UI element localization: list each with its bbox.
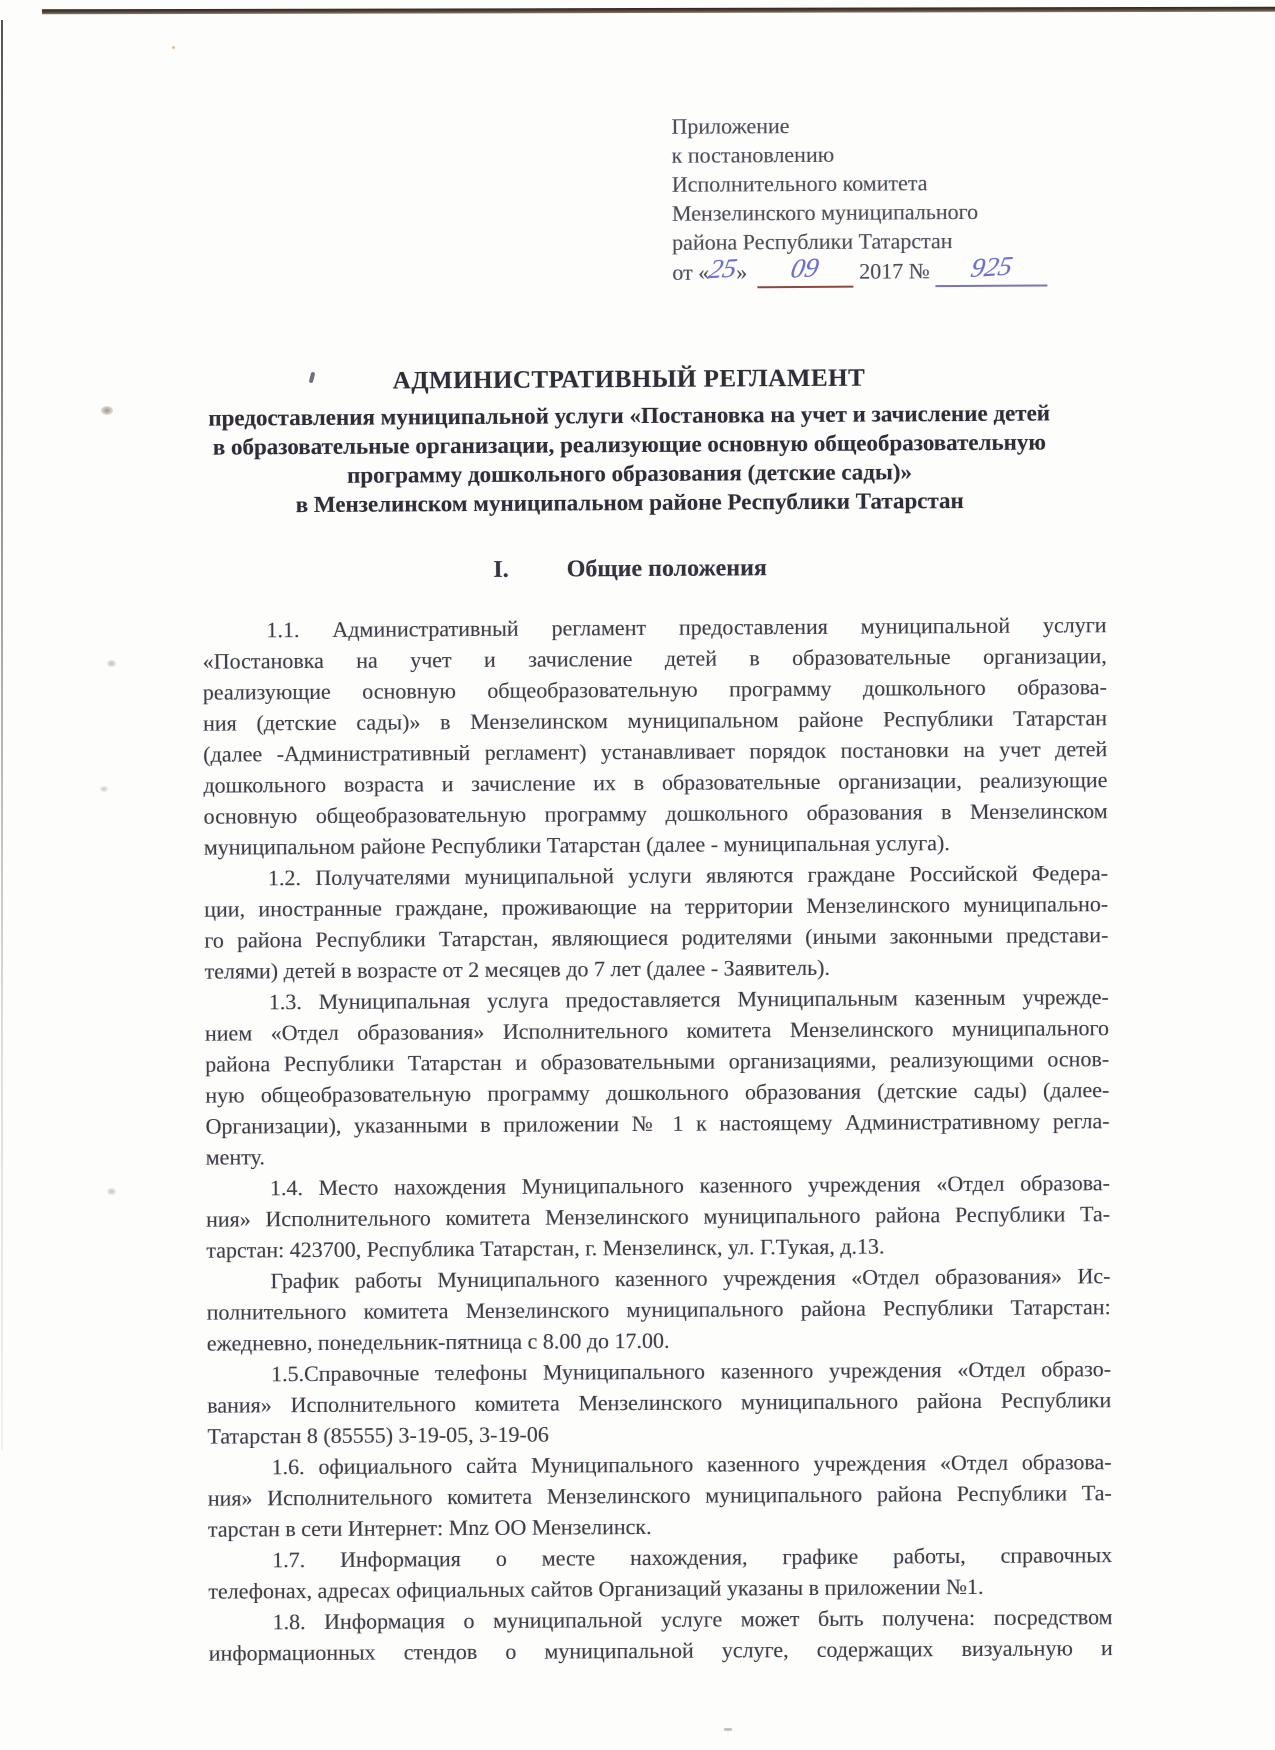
paragraph bbox=[202, 609, 1107, 863]
approval-stamp-block bbox=[671, 109, 1047, 288]
paragraph-line: дошкольного возраста и зачисление их в образовательные организации, реализующие bbox=[203, 767, 1108, 798]
section-label: Общие положения bbox=[566, 555, 767, 583]
paragraph-line: основную общеобразовательную программу дошкольного образования в Мензелинском bbox=[203, 798, 1108, 829]
section-heading bbox=[155, 553, 1105, 586]
paragraph bbox=[206, 1167, 1111, 1266]
paragraph-line: ную общеобразовательную программу дошкольного образования (детские сады) (далее- bbox=[205, 1077, 1110, 1108]
date-year-part: 2017 № bbox=[859, 258, 930, 284]
handwritten-day: 25 bbox=[706, 252, 740, 285]
paragraph-line: 1.8. Информация о муниципальной услуге может быть получена: посредством bbox=[272, 1604, 1113, 1635]
paragraph-line: Организации), указанными в приложении № 1 к настоящему Административному регла- bbox=[205, 1108, 1110, 1139]
paragraph-line: Татарстан 8 (85555) 3-19-05, 3-19-06 bbox=[207, 1421, 549, 1449]
paragraph-line: нием «Отдел образования» Исполнительного комитета Мензелинского муниципального bbox=[204, 1015, 1110, 1046]
paragraph-line: телефонах, адресах официальных сайтов Организаций указаны в приложении №1. bbox=[208, 1573, 984, 1604]
paragraph-line: ния (детские сады)» в Мензелинском муниципальном районе Республики Татарстан bbox=[202, 705, 1108, 736]
paragraph-line: График работы Муниципального казенного учреждения «Отдел образования» Ис- bbox=[270, 1263, 1111, 1294]
document-title-block bbox=[154, 363, 1105, 520]
paragraph-line: вания» Исполнительного комитета Мензелинского муниципального района Республики bbox=[207, 1387, 1112, 1418]
paragraph bbox=[206, 1260, 1111, 1359]
document-title: АДМИНИСТРАТИВНЫЙ РЕГЛАМЕНТ bbox=[392, 364, 866, 395]
paragraph bbox=[204, 857, 1109, 987]
document-subtitle-line: предоставления муниципальной услуги «Постановка на учет и зачисление детей bbox=[208, 400, 1051, 431]
paragraph-line: 1.5.Справочные телефоны Муниципального казенного учреждения «Отдел образо- bbox=[270, 1356, 1112, 1387]
paragraph-line: го района Республики Татарстан, являющиеся родителями (иными законными представи- bbox=[204, 922, 1109, 953]
approval-date-line bbox=[672, 250, 1048, 288]
handwritten-number: 925 bbox=[968, 250, 1016, 284]
document-subtitle-line: в Мензелинском муниципальном районе Республики Татарстан bbox=[295, 488, 964, 518]
approval-line: Приложение bbox=[671, 113, 790, 139]
paragraph-line: ежедневно, понедельник-пятница с 8.00 до 17.00. bbox=[206, 1327, 670, 1356]
paragraph-line: 1.2. Получателями муниципальной услуги являются граждане Российской Федера- bbox=[267, 860, 1109, 891]
document-subtitle-line: программу дошкольного образования (детские сады)» bbox=[347, 459, 913, 488]
handwritten-month: 09 bbox=[788, 252, 822, 284]
paragraph bbox=[208, 1446, 1113, 1545]
paragraph-line: тарстан: 423700, Республика Татарстан, г. Мензелинск, ул. Г.Тукая, д.13. bbox=[206, 1233, 885, 1263]
paragraph bbox=[208, 1539, 1112, 1607]
paragraph-line: тарстан в сети Интернет: Mnz ОО Мензелинск. bbox=[207, 1513, 652, 1542]
paragraph-line: ния» Исполнительного комитета Мензелинского муниципального района Республики Та- bbox=[207, 1480, 1112, 1511]
paragraph-line: 1.3. Муниципальная услуга предоставляется Муниципальным казенным учрежде- bbox=[268, 984, 1109, 1015]
paragraph-line: телями) детей в возрасте от 2 месяцев до 7 лет (далее - Заявитель). bbox=[204, 954, 831, 984]
approval-line: Мензелинского муниципального bbox=[671, 198, 979, 226]
handwritten-number-slot bbox=[936, 250, 1048, 287]
date-prefix: от « bbox=[672, 259, 710, 285]
paragraph bbox=[207, 1353, 1112, 1452]
paragraph bbox=[205, 981, 1110, 1173]
approval-line: Исполнительного комитета bbox=[671, 170, 928, 197]
paragraph-line: муниципальном районе Республики Татарстан (далее - муниципальная услуга). bbox=[203, 830, 950, 860]
paragraph-line: информационных стендов о муниципальной услуге, содержащих визуальную и bbox=[208, 1635, 1113, 1666]
body-text bbox=[202, 609, 1112, 1669]
paragraph-line: (далее -Административный регламент) устанавливает порядок постановки на учет детей bbox=[203, 736, 1108, 767]
paragraph-line: полнительного комитета Мензелинского муниципального района Республики Татарстан: bbox=[206, 1294, 1111, 1325]
paragraph-line: 1.6. официального сайта Муниципального казенного учреждения «Отдел образова- bbox=[271, 1449, 1112, 1480]
approval-line: района Республики Татарстан bbox=[672, 228, 953, 255]
paragraph-line: района Республики Татарстан и образовательными организациями, реализующими основ- bbox=[205, 1046, 1110, 1077]
paragraph-line: «Постановка на учет и зачисление детей в образовательные организации, bbox=[202, 643, 1107, 674]
paragraph-line: 1.4. Место нахождения Муниципального казенного учреждения «Отдел образова- bbox=[269, 1170, 1110, 1201]
handwritten-month-slot bbox=[757, 252, 853, 289]
paragraph-line: реализующие основную общеобразовательную программу дошкольного образова- bbox=[202, 674, 1107, 705]
approval-line: к постановлению bbox=[671, 141, 835, 168]
section-numeral: I. bbox=[493, 556, 509, 583]
paragraph-line: 1.7. Информация о месте нахождения, графике работы, справочных bbox=[272, 1542, 1113, 1573]
paragraph-line: ния» Исполнительного комитета Мензелинского муниципального района Республики Та- bbox=[206, 1201, 1111, 1232]
paragraph-line: ции, иностранные граждане, проживающие на территории Мензелинского муниципально- bbox=[204, 891, 1109, 922]
paragraph bbox=[208, 1601, 1112, 1669]
document-subtitle-line: в образовательные организации, реализующие основную общеобразовательную bbox=[212, 429, 1047, 460]
paragraph-line: 1.1. Административный регламент предоставления муниципальной услуги bbox=[266, 612, 1107, 643]
paragraph-line: менту. bbox=[205, 1144, 265, 1170]
date-after-day: » bbox=[736, 259, 748, 285]
